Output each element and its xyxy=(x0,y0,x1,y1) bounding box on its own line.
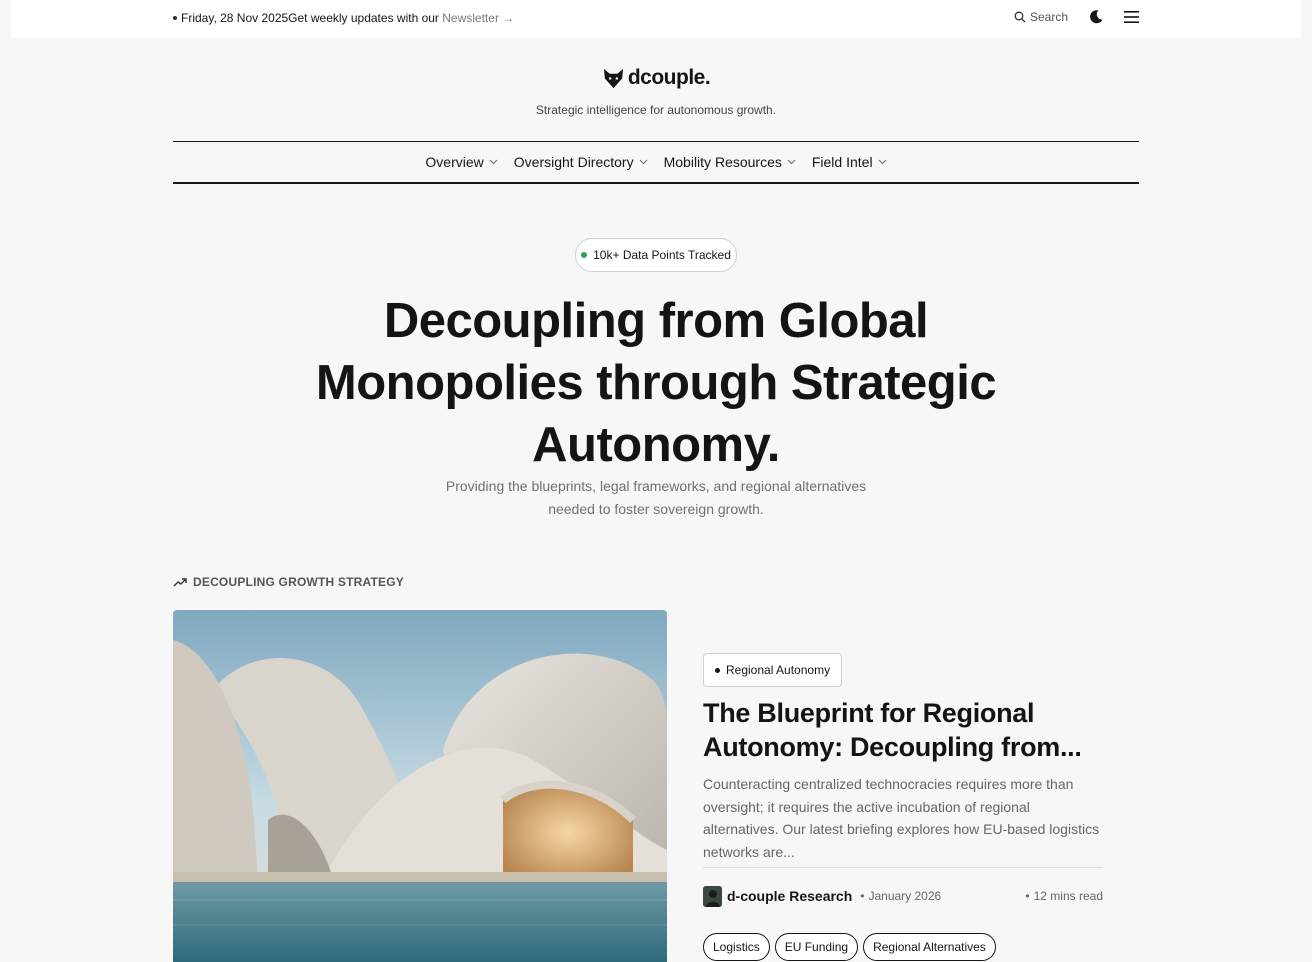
read-time: • 12 mins read xyxy=(1025,889,1103,903)
author-name[interactable]: d-couple Research xyxy=(727,888,853,904)
search-icon xyxy=(1014,11,1026,23)
fox-logo-icon xyxy=(602,67,625,90)
menu-button[interactable] xyxy=(1124,10,1139,24)
chevron-down-icon xyxy=(639,159,648,165)
stats-badge xyxy=(575,238,737,272)
author-avatar[interactable] xyxy=(703,886,722,907)
featured-image[interactable] xyxy=(173,610,667,962)
section-label: DECOUPLING GROWTH STRATEGY xyxy=(193,575,404,589)
chevron-down-icon xyxy=(878,159,887,165)
nav-item-label: Oversight Directory xyxy=(513,154,634,170)
search-label: Search xyxy=(1029,10,1068,24)
chevron-down-icon xyxy=(489,159,498,165)
nav-item-field-intel[interactable] xyxy=(812,154,887,170)
nav-item-label: Mobility Resources xyxy=(663,154,782,170)
trending-up-icon xyxy=(173,577,187,587)
theme-toggle-button[interactable] xyxy=(1088,9,1104,25)
tag-regional-alternatives[interactable]: Regional Alternatives xyxy=(863,933,996,961)
tag-eu-funding[interactable]: EU Funding xyxy=(775,933,858,961)
search-button[interactable] xyxy=(1014,10,1068,24)
bullet-icon xyxy=(173,16,177,20)
topbar-info xyxy=(173,11,514,25)
chevron-down-icon xyxy=(787,159,796,165)
status-dot-icon xyxy=(581,252,587,258)
category-label: Regional Autonomy xyxy=(726,663,831,677)
main-nav xyxy=(173,141,1139,184)
architecture-image xyxy=(173,610,667,962)
brand-name: dcouple. xyxy=(627,66,711,89)
brand-header xyxy=(0,66,1312,117)
hero-subtitle: Providing the blueprints, legal frameworks, and regional alternatives needed to foster sovereign growth. xyxy=(445,478,867,517)
newsletter-link[interactable]: Newsletter → xyxy=(442,11,515,25)
brand-tagline: Strategic intelligence for autonomous growth. xyxy=(535,102,777,117)
article-excerpt: Counteracting centralized technocracies requires more than oversight; it requires the active incubation of regional alternatives. Our latest briefing explores how EU-based logistics networks are... xyxy=(703,776,1100,860)
current-date: Friday, 28 Nov 2025 xyxy=(181,11,289,25)
nav-item-oversight-directory[interactable] xyxy=(514,154,648,170)
moon-icon xyxy=(1088,9,1104,25)
nav-item-label: Field Intel xyxy=(811,154,873,170)
category-badge[interactable] xyxy=(703,653,842,687)
hamburger-icon xyxy=(1124,10,1139,24)
article-meta xyxy=(703,885,1103,907)
nav-item-label: Overview xyxy=(425,154,484,170)
logo[interactable] xyxy=(602,66,710,90)
hero-title-line: Monopolies through Strategic xyxy=(315,356,997,410)
divider xyxy=(703,867,1103,868)
publish-date: • January 2026 xyxy=(860,889,941,903)
tag-list xyxy=(703,933,1001,961)
hero-title-line: Decoupling from Global xyxy=(383,294,929,348)
tag-logistics[interactable]: Logistics xyxy=(703,933,770,961)
hero-title xyxy=(306,290,1006,476)
nav-item-overview[interactable] xyxy=(425,154,497,170)
top-bar xyxy=(11,0,1301,38)
promo-text: Get weekly updates with our xyxy=(288,11,443,25)
nav-item-mobility-resources[interactable] xyxy=(664,154,796,170)
bullet-icon xyxy=(715,668,720,673)
hero-title-line: Autonomy. xyxy=(532,418,780,472)
section-heading xyxy=(173,575,404,589)
topbar-actions xyxy=(1014,9,1139,25)
avatar-image xyxy=(703,886,722,907)
badge-label: 10k+ Data Points Tracked xyxy=(593,248,731,262)
article-title[interactable]: The Blueprint for Regional Autonomy: Decoupling from... xyxy=(703,698,1082,762)
